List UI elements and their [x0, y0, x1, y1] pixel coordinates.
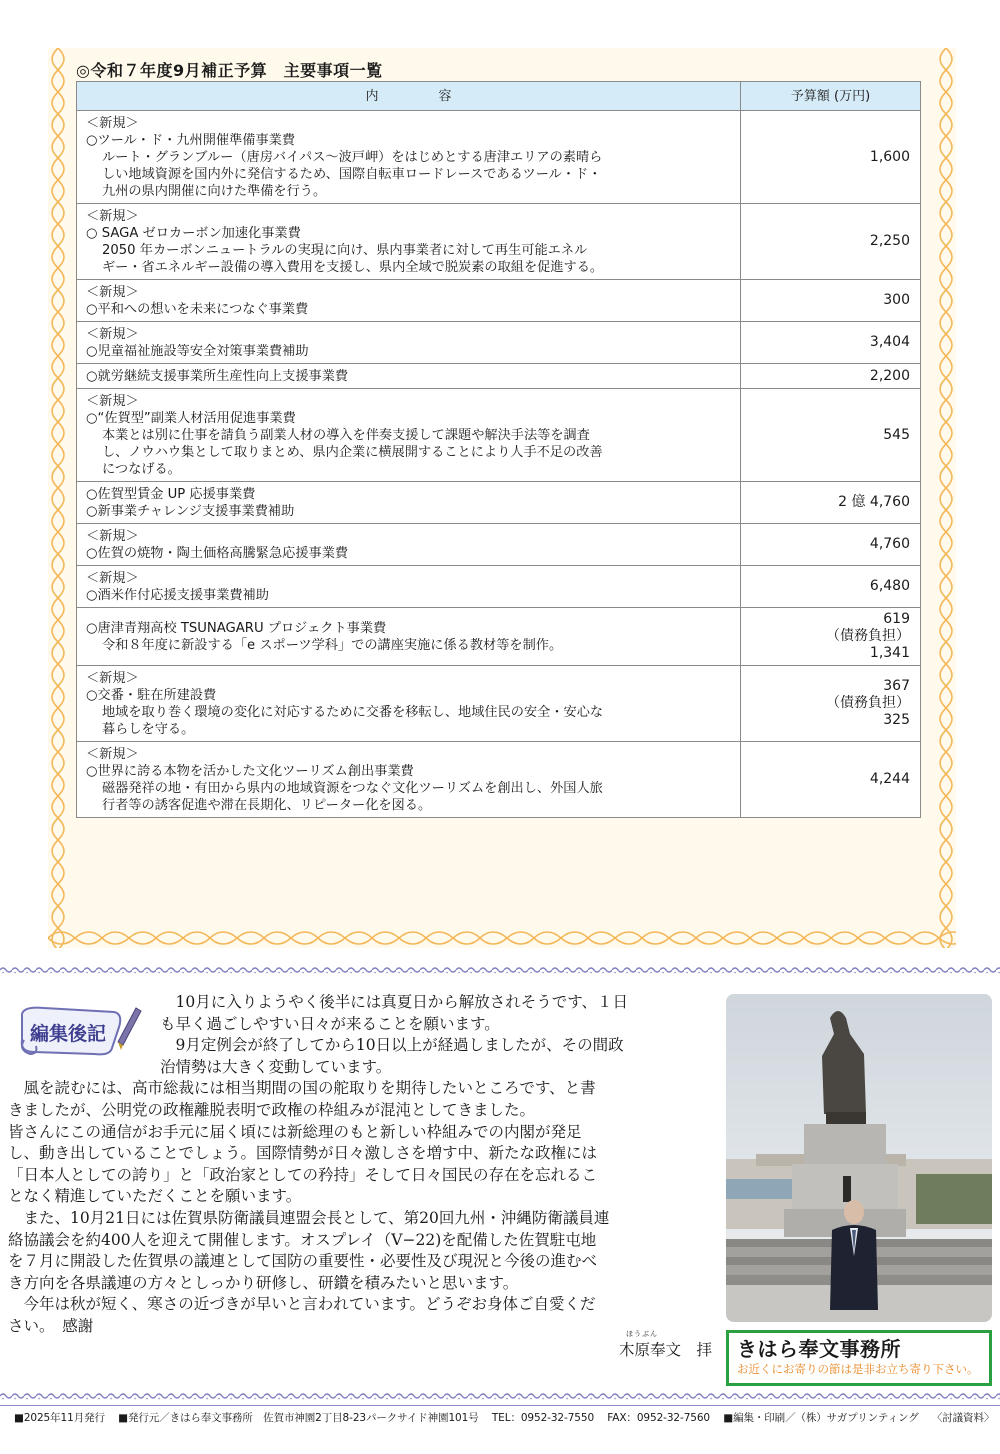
budget-amount	[741, 482, 921, 524]
budget-title: ◎令和７年度9月補正予算 主要事項一覧	[76, 61, 383, 80]
amount-value: 2 億 4,760	[838, 494, 910, 510]
new-tag: ＜新規＞	[86, 285, 139, 300]
budget-item-content	[77, 482, 741, 524]
footer-note: 〈討議資料〉	[931, 1412, 995, 1424]
budget-item-content	[77, 608, 741, 666]
editorial-line: きましたが、公明党の政権離脱表明で政権の枠組みが混沌としてきました。	[8, 1100, 536, 1119]
editorial-line: 風を読むには、高市総裁には相当期間の国の舵取りを期待したいところです、と書	[8, 1079, 596, 1098]
item-title: ○児童福祉施設等安全対策事業費補助	[86, 344, 309, 359]
budget-item-content	[77, 524, 741, 566]
item-description: ルート・グランブルー（唐房バイパス～波戸岬）をはじめとする唐津エリアの素晴ら	[102, 150, 603, 165]
item-description: ギー・省エネルギー設備の導入費用を支援し、県内全域で脱炭素の取組を促進する。	[102, 260, 604, 275]
new-tag: ＜新規＞	[86, 209, 139, 224]
amount-value: 4,760	[869, 536, 910, 552]
table-row	[77, 524, 921, 566]
amount-value: 1,600	[869, 148, 910, 165]
item-description: 磁器発祥の地・有田から県内の地域資源をつなぐ文化ツーリズムを創出し、外国人旅	[102, 781, 603, 796]
new-tag: ＜新規＞	[86, 571, 139, 586]
budget-item-content	[77, 742, 741, 818]
wave-divider-top-icon	[0, 966, 1000, 974]
table-row	[77, 482, 921, 524]
amount-value: （債務負担）	[826, 695, 910, 711]
budget-amount	[741, 204, 921, 280]
table-row	[77, 364, 921, 389]
footer-divider	[0, 1405, 1000, 1406]
item-title: ○“佐賀型”副業人材活用促進事業費	[86, 411, 296, 426]
editorial-line: し、動き出していることでしょう。国際情勢が日々激しさを増す中、新たな政権には	[8, 1144, 598, 1163]
table-row	[77, 742, 921, 818]
amount-value: （債務負担）	[826, 628, 910, 644]
table-row	[77, 666, 921, 742]
ornament-border-left-icon	[48, 48, 68, 948]
editorial-line: さい。 感謝	[8, 1316, 94, 1335]
new-tag: ＜新規＞	[86, 671, 139, 686]
amount-value: 545	[883, 426, 910, 443]
office-box	[726, 1330, 992, 1386]
table-header-row	[77, 82, 921, 111]
amount-value: 2,250	[869, 233, 910, 249]
budget-panel	[48, 48, 956, 948]
budget-amount	[741, 364, 921, 389]
ornament-border-bottom-icon	[48, 928, 956, 948]
editorial-line: 今年は秋が短く、寒さの近づきが早いと言われています。どうぞお身体ご自愛くだ	[8, 1295, 596, 1314]
budget-amount	[741, 524, 921, 566]
budget-amount	[741, 566, 921, 608]
footer-printer: ■編集・印刷／（株）サガプリンティング	[723, 1412, 919, 1424]
item-description: 暮らしを守る。	[102, 722, 195, 737]
item-title: ○唐津青翔高校 TSUNAGARU プロジェクト事業費	[86, 621, 387, 636]
editorial-line: 9月定例会が終了してから10日以上が経過しましたが、その間政	[160, 1036, 624, 1055]
item-description: 九州の県内開催に向けた準備を行う。	[102, 184, 327, 199]
amount-value: 367	[883, 678, 910, 694]
budget-item-content	[77, 204, 741, 280]
new-tag: ＜新規＞	[86, 327, 139, 342]
editorial-line: き方向を各県議連の方々としっかり研修し、研鑽を積みたいと思います。	[8, 1273, 519, 1292]
table-row	[77, 204, 921, 280]
table-row	[77, 322, 921, 364]
editorial-text	[8, 992, 720, 1338]
item-title: ○酒米作付応援支援事業費補助	[86, 588, 269, 603]
amount-value: 300	[883, 292, 910, 308]
budget-item-content	[77, 666, 741, 742]
photo-image-icon	[726, 994, 992, 1322]
amount-value: 1,341	[869, 645, 910, 661]
ornament-border-right-icon	[936, 48, 956, 948]
item-description: 地域を取り巻く環境の変化に対応するために交番を移転し、地域住民の安全・安心な	[102, 705, 604, 720]
budget-amount	[741, 389, 921, 482]
budget-item-content	[77, 566, 741, 608]
editorial-line: となく精進していただくことを願います。	[8, 1187, 302, 1206]
amount-value: 4,244	[869, 771, 910, 787]
item-title: ○平和への想いを未来につなぐ事業費	[86, 302, 309, 317]
new-tag: ＜新規＞	[86, 747, 139, 762]
svg-text:編集後記: 編集後記	[30, 1023, 107, 1045]
budget-item-content	[77, 322, 741, 364]
editorial-line: 治情勢は大きく変動しています。	[160, 1057, 392, 1076]
budget-item-content	[77, 111, 741, 204]
office-note: お近くにお寄りの節は是非お立ち寄り下さい。	[737, 1362, 979, 1376]
new-tag: ＜新規＞	[86, 116, 139, 131]
footer-publisher: ■発行元／きはら奉文事務所 佐賀市神園2丁目8-23パークサイド神園101号	[118, 1412, 479, 1424]
editorial-line: 皆さんにこの通信がお手元に届く頃には新総理のもと新しい枠組みでの内閣が発足	[8, 1122, 582, 1141]
table-row	[77, 608, 921, 666]
item-description: 本業とは別に仕事を請負う副業人材の導入を伴奏支援して課題や解決手法等を調査	[102, 428, 590, 443]
budget-amount	[741, 111, 921, 204]
item-title: ○ツール・ド・九州開催準備事業費	[86, 133, 296, 148]
editorial-line: また、10月21日には佐賀県防衛議員連盟会長として、第20回九州・沖縄防衛議員連	[8, 1208, 610, 1227]
item-title: ○就労継続支援事業所生産性向上支援事業費	[86, 369, 349, 384]
item-description: しい地域資源を国内外に発信するため、国際自転車ロードレースであるツール・ド・	[102, 167, 602, 182]
budget-amount	[741, 608, 921, 666]
item-title: ○世界に誇る本物を活かした文化ツーリズム創出事業費	[86, 764, 414, 779]
footer-tel: TEL：0952-32-7550	[491, 1412, 595, 1424]
table-row	[77, 389, 921, 482]
amount-value: 619	[883, 611, 910, 627]
item-title: ○佐賀の焼物・陶土価格高騰緊急応援事業費	[86, 546, 349, 561]
item-description: し、ノウハウ集として取りまとめ、県内企業に横展開することにより人手不足の改善	[102, 445, 603, 460]
budget-table	[76, 81, 921, 818]
office-name: きはら奉文事務所	[737, 1337, 901, 1361]
editorial-line: を７月に開設した佐賀県の議連として国防の重要性・必要性及び現況と今後の進むべ	[8, 1252, 598, 1271]
photo-statue-and-person	[726, 994, 992, 1322]
column-header-content: 内容	[77, 82, 741, 111]
item-title: ○佐賀型賃金 UP 応援事業費	[86, 487, 256, 502]
item-description: 2050 年カーボンニュートラルの実現に向け、県内事業者に対して再生可能エネル	[102, 243, 588, 258]
item-title: ○ SAGA ゼロカーボン加速化事業費	[86, 226, 301, 241]
table-row	[77, 111, 921, 204]
new-tag: ＜新規＞	[86, 529, 139, 544]
budget-item-content	[77, 364, 741, 389]
budget-item-content	[77, 389, 741, 482]
amount-value: 6,480	[869, 578, 910, 594]
editorial-line: 「日本人としての誇り」と「政治家としての矜持」そして日々国民の存在を忘れるこ	[8, 1165, 598, 1184]
amount-value: 325	[883, 712, 910, 728]
budget-item-content	[77, 280, 741, 322]
editorial-line: も早く過ごしやすい日々が来ることを願います。	[160, 1014, 500, 1033]
editorial-line: 絡協議会を約400人を迎えて開催します。オスプレイ（V−22)を配備した佐賀駐屯地	[8, 1230, 597, 1249]
item-description: につなげる。	[102, 462, 181, 477]
budget-amount	[741, 666, 921, 742]
budget-amount	[741, 322, 921, 364]
footer	[14, 1410, 994, 1425]
item-description: 行者等の誘客促進や滞在長期化、リピーター化を図る。	[102, 798, 432, 813]
item-title: ○交番・駐在所建設費	[86, 688, 217, 703]
amount-value: 2,200	[869, 367, 910, 384]
footer-issue-date: ■2025年11月発行	[14, 1412, 105, 1424]
new-tag: ＜新規＞	[86, 394, 139, 409]
amount-value: 3,404	[869, 334, 910, 350]
budget-amount	[741, 742, 921, 818]
signature: ほうぶん 木原奉文 拝	[618, 1330, 712, 1359]
item-title: ○新事業チャレンジ支援事業費補助	[86, 504, 295, 519]
table-row	[77, 280, 921, 322]
table-row	[77, 566, 921, 608]
item-description: 令和８年度に新設する「e スポーツ学科」での講座実施に係る教材等を制作。	[102, 638, 563, 653]
budget-amount	[741, 280, 921, 322]
column-header-amount: 予算額 (万円)	[741, 82, 921, 111]
editorial-line: 10月に入りようやく後半には真夏日から解放されそうです、１日	[160, 993, 628, 1011]
footer-fax: FAX：0952-32-7560	[607, 1412, 711, 1424]
wave-divider-bottom-icon	[0, 1392, 1000, 1400]
